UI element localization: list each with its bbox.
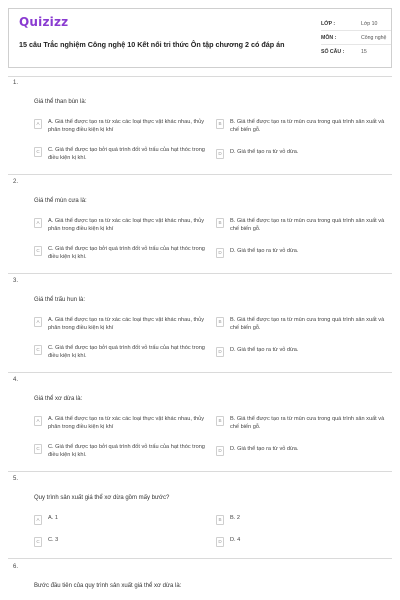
option-letter-box: D bbox=[216, 347, 224, 357]
option-letter-box: C bbox=[34, 246, 42, 256]
option-letter-box: B bbox=[216, 416, 224, 426]
option-letter-box: C bbox=[34, 147, 42, 157]
meta-row-subject bbox=[321, 31, 391, 45]
option-text: B. Giá thể được tạo ra từ mùn cưa trong quá trình sản xuất và chế biến gỗ. bbox=[230, 119, 385, 133]
option-text: D. Giá thể tạo ra từ vỏ dừa. bbox=[230, 347, 299, 353]
option-letter-box: A bbox=[34, 218, 42, 228]
option-b[interactable] bbox=[216, 118, 390, 134]
option-letter-box: B bbox=[216, 317, 224, 327]
question-3 bbox=[8, 278, 392, 374]
option-letter-box: A bbox=[34, 416, 42, 426]
question-text: Giá thể mùn cưa là: bbox=[34, 198, 87, 204]
option-text: D. Giá thể tạo ra từ vỏ dừa. bbox=[230, 248, 299, 254]
meta-key: MÔN : bbox=[321, 34, 337, 41]
divider bbox=[8, 372, 392, 373]
meta-key: SỐ CÂU : bbox=[321, 49, 345, 55]
question-text: Giá thể xơ dừa là: bbox=[34, 396, 83, 402]
option-text: D. 4 bbox=[230, 537, 241, 543]
option-c[interactable] bbox=[34, 344, 208, 360]
option-c[interactable] bbox=[34, 443, 208, 459]
meta-value: Công nghệ bbox=[361, 34, 387, 41]
question-number: 3. bbox=[13, 278, 19, 284]
option-text: A. Giá thể được tạo ra từ xác các loại thực vật khác nhau, thủy phân trong điều kiện kị khí bbox=[48, 119, 205, 133]
question-text: Quy trình sản xuất giá thể xơ dừa gồm mấy bước? bbox=[34, 495, 170, 501]
option-a[interactable] bbox=[34, 118, 208, 134]
option-text: A. Giá thể được tạo ra từ xác các loại thực vật khác nhau, thủy phân trong điều kiện kị khí bbox=[48, 218, 205, 232]
question-number: 2. bbox=[13, 179, 19, 185]
option-d[interactable] bbox=[216, 536, 390, 547]
option-b[interactable] bbox=[216, 316, 390, 332]
option-a[interactable] bbox=[34, 316, 208, 332]
option-letter-box: C bbox=[34, 537, 42, 547]
option-b[interactable] bbox=[216, 514, 390, 525]
meta-value: 15 bbox=[361, 49, 367, 55]
option-text: C. 3 bbox=[48, 537, 59, 543]
option-a[interactable] bbox=[34, 415, 208, 431]
option-text: C. Giá thể được tạo bởi quá trình đốt vỏ trấu của hạt thóc trong điều kiện kị khí. bbox=[48, 444, 205, 458]
question-text: Bước đầu tiên của quy trình sản xuất giá thể xơ dừa là: bbox=[34, 583, 182, 589]
option-text: D. Giá thể tạo ra từ vỏ dừa. bbox=[230, 446, 299, 452]
option-text: D. Giá thể tạo ra từ vỏ dừa. bbox=[230, 149, 299, 155]
divider bbox=[8, 76, 392, 77]
option-letter-box: D bbox=[216, 446, 224, 456]
worksheet-title: 15 câu Trắc nghiệm Công nghệ 10 Kết nối tri thức Ôn tập chương 2 có đáp án bbox=[19, 40, 285, 49]
option-text: A. Giá thể được tạo ra từ xác các loại thực vật khác nhau, thủy phân trong điều kiện kị khí bbox=[48, 317, 205, 331]
option-text: C. Giá thể được tạo bởi quá trình đốt vỏ trấu của hạt thóc trong điều kiện kị khí. bbox=[48, 345, 205, 359]
worksheet-header bbox=[8, 8, 392, 68]
question-number: 1. bbox=[13, 80, 19, 86]
option-text: B. Giá thể được tạo ra từ mùn cưa trong quá trình sản xuất và chế biến gỗ. bbox=[230, 416, 385, 430]
option-c[interactable] bbox=[34, 536, 208, 547]
question-number: 4. bbox=[13, 377, 19, 383]
question-6 bbox=[8, 564, 392, 600]
meta-value: Lớp 10 bbox=[361, 20, 378, 27]
option-text: B. Giá thể được tạo ra từ mùn cưa trong quá trình sản xuất và chế biến gỗ. bbox=[230, 317, 385, 331]
divider bbox=[8, 558, 392, 559]
question-4 bbox=[8, 377, 392, 473]
question-2 bbox=[8, 179, 392, 275]
meta-row-grade bbox=[321, 17, 391, 31]
option-letter-box: C bbox=[34, 345, 42, 355]
divider bbox=[8, 174, 392, 175]
option-d[interactable] bbox=[216, 445, 390, 456]
question-5 bbox=[8, 476, 392, 556]
option-a[interactable] bbox=[34, 217, 208, 233]
question-1 bbox=[8, 80, 392, 176]
option-text: C. Giá thể được tạo bởi quá trình đốt vỏ trấu của hạt thóc trong điều kiện kị khí. bbox=[48, 147, 205, 161]
option-letter-box: D bbox=[216, 537, 224, 547]
option-letter-box: C bbox=[34, 444, 42, 454]
option-a[interactable] bbox=[34, 514, 208, 525]
option-d[interactable] bbox=[216, 148, 390, 159]
question-text: Giá thể trấu hun là: bbox=[34, 297, 86, 303]
worksheet-meta bbox=[321, 17, 391, 59]
option-text: C. Giá thể được tạo bởi quá trình đốt vỏ trấu của hạt thóc trong điều kiện kị khí. bbox=[48, 246, 205, 260]
divider bbox=[8, 471, 392, 472]
question-text: Giá thể than bùn là: bbox=[34, 99, 87, 105]
option-text: B. Giá thể được tạo ra từ mùn cưa trong quá trình sản xuất và chế biến gỗ. bbox=[230, 218, 385, 232]
question-number: 5. bbox=[13, 476, 19, 482]
option-c[interactable] bbox=[34, 245, 208, 261]
option-text: A. Giá thể được tạo ra từ xác các loại thực vật khác nhau, thủy phân trong điều kiện kị khí bbox=[48, 416, 205, 430]
option-letter-box: B bbox=[216, 218, 224, 228]
option-letter-box: D bbox=[216, 248, 224, 258]
meta-key: LỚP : bbox=[321, 20, 336, 27]
option-letter-box: D bbox=[216, 149, 224, 159]
option-letter-box: A bbox=[34, 317, 42, 327]
option-letter-box: A bbox=[34, 515, 42, 525]
option-letter-box: B bbox=[216, 119, 224, 129]
option-text: B. 2 bbox=[230, 515, 240, 521]
option-d[interactable] bbox=[216, 247, 390, 258]
question-number: 6. bbox=[13, 564, 19, 570]
option-b[interactable] bbox=[216, 217, 390, 233]
option-b[interactable] bbox=[216, 415, 390, 431]
option-letter-box: A bbox=[34, 119, 42, 129]
divider bbox=[8, 273, 392, 274]
option-c[interactable] bbox=[34, 146, 208, 162]
quizizz-logo: Quizizz bbox=[19, 15, 69, 29]
option-text: A. 1 bbox=[48, 515, 58, 521]
option-letter-box: B bbox=[216, 515, 224, 525]
meta-row-count bbox=[321, 45, 391, 59]
option-d[interactable] bbox=[216, 346, 390, 357]
